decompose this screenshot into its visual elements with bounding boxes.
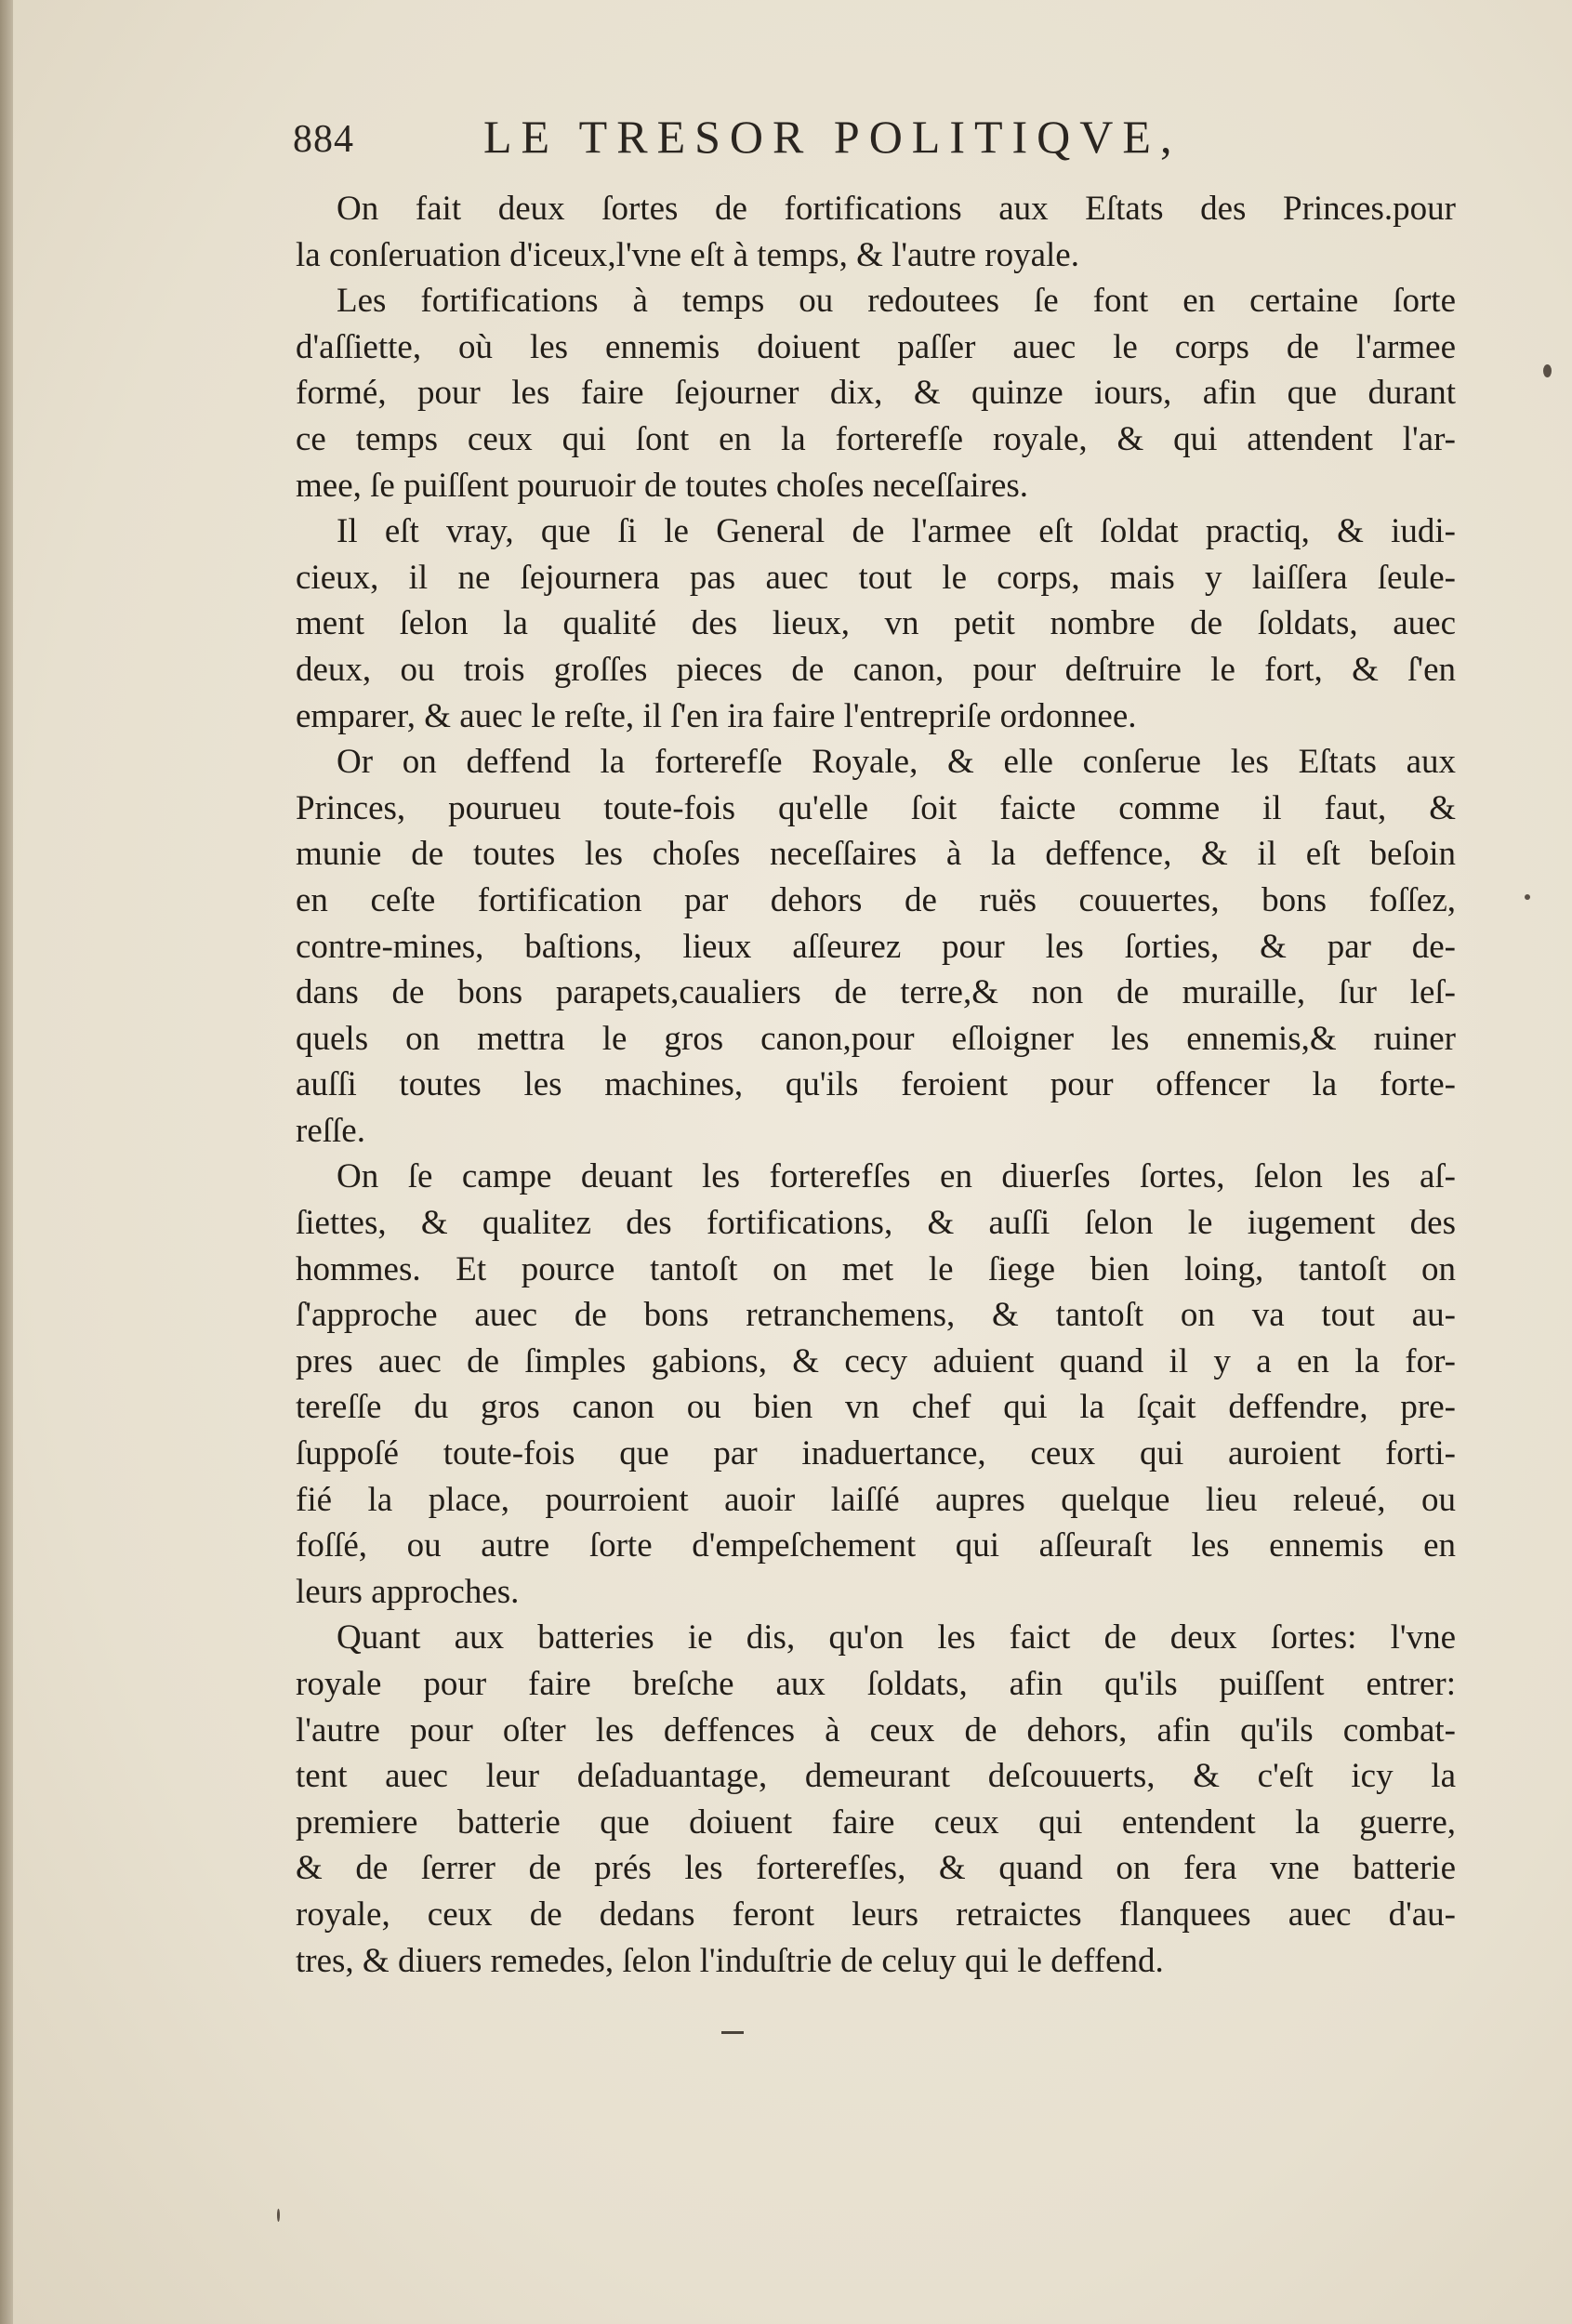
text-line: Les fortifications à temps ou redoutees ſe font en certaine ſorte: [337, 282, 1456, 321]
text-line: ment ſelon la qualité des lieux, vn petit nombre de ſoldats, auec: [296, 604, 1456, 643]
text-line: dans de bons parapets,caualiers de terre,& non de muraille, ſur leſ-: [296, 973, 1456, 1012]
text-line: royale pour faire breſche aux ſoldats, afin qu'ils puiſſent entrer:: [296, 1665, 1456, 1703]
text-line: fié la place, pourroient auoir laiſſé aupres quelque lieu releué, ou: [296, 1480, 1456, 1519]
text-line: Princes, pourueu toute-fois qu'elle ſoit faicte comme il faut, &: [296, 788, 1456, 827]
text-line: quels on mettra le gros canon,pour eſloigner les ennemis,& ruiner: [296, 1019, 1456, 1058]
text-line: royale, ceux de dedans feront leurs retraictes flanquees auec d'au-: [296, 1895, 1456, 1934]
text-line: en ceſte fortification par dehors de ruës couuertes, bons foſſez,: [296, 880, 1456, 919]
page-header: [293, 110, 1297, 175]
body-text: [296, 186, 1456, 1984]
ink-speck: [1525, 894, 1530, 900]
text-line: foſſé, ou autre ſorte d'empeſchement qui aſſeuraſt les ennemis en: [296, 1526, 1456, 1565]
text-line: la conſeruation d'iceux,l'vne eſt à temps, & l'autre royale.: [296, 235, 1079, 274]
text-line: Quant aux batteries ie dis, qu'on les faict de deux ſortes: l'vne: [337, 1618, 1456, 1657]
text-line: ſuppoſé toute-fois que par inaduertance, ceux qui auroient forti-: [296, 1434, 1456, 1473]
ink-speck: [277, 2209, 280, 2222]
text-line: formé, pour les faire ſejourner dix, & quinze iours, afin que durant: [296, 374, 1456, 413]
text-line: d'aſſiette, où les ennemis doiuent paſſer auec le corps de l'armee: [296, 327, 1456, 366]
catchword-mark: [721, 2031, 744, 2034]
text-line: auſſi toutes les machines, qu'ils feroient pour offencer la forte-: [296, 1065, 1456, 1104]
text-line: hommes. Et pource tantoſt on met le ſiege bien loing, tantoſt on: [296, 1249, 1456, 1288]
text-line: reſſe.: [296, 1111, 365, 1150]
running-title: LE TRESOR POLITIQVE,: [483, 111, 1182, 163]
text-line: ſ'approche auec de bons retranchemens, & tantoſt on va tout au-: [296, 1296, 1456, 1335]
text-line: premiere batterie que doiuent faire ceux qui entendent la guerre,: [296, 1802, 1456, 1842]
text-line: Or on deffend la forterefſe Royale, & elle conſerue les Eſtats aux: [337, 743, 1456, 782]
ink-speck: [1543, 364, 1552, 377]
text-line: deux, ou trois groſſes pieces de canon, pour deſtruire le fort, & ſ'en: [296, 650, 1456, 689]
text-line: leurs approches.: [296, 1572, 520, 1611]
text-line: l'autre pour oſter les deffences à ceux de dehors, afin qu'ils combat-: [296, 1710, 1456, 1750]
text-line: Il eſt vray, que ſi le General de l'armee eſt ſoldat practiq, & iudi-: [337, 512, 1456, 551]
text-line: tent auec leur deſaduantage, demeurant deſcouuerts, & c'eſt icy la: [296, 1757, 1456, 1796]
page-number: 884: [293, 118, 354, 161]
text-line: On ſe campe deuant les forterefſes en diuerſes ſortes, ſelon les aſ-: [337, 1157, 1456, 1196]
text-line: & de ſerrer de prés les forterefſes, & quand on fera vne batterie: [296, 1849, 1456, 1888]
text-line: ſiettes, & qualitez des fortifications, & auſſi ſelon le iugement des: [296, 1204, 1456, 1243]
text-line: On fait deux ſortes de fortifications aux Eſtats des Princes.pour: [337, 190, 1456, 228]
text-line: munie de toutes les choſes neceſſaires à la deffence, & il eſt beſoin: [296, 835, 1456, 874]
text-line: tereſſe du gros canon ou bien vn chef qui la ſçait deffendre, pre-: [296, 1388, 1456, 1427]
text-line: ce temps ceux qui ſont en la forterefſe royale, & qui attendent l'ar-: [296, 419, 1456, 458]
text-line: contre-mines, baſtions, lieux aſſeurez pour les ſorties, & par de-: [296, 927, 1456, 966]
text-line: cieux, il ne ſejournera pas auec tout le corps, mais y laiſſera ſeule-: [296, 558, 1456, 597]
text-line: mee, ſe puiſſent pouruoir de toutes choſes neceſſaires.: [296, 466, 1029, 505]
text-line: pres auec de ſimples gabions, & cecy aduient quand il y a en la for-: [296, 1341, 1456, 1380]
text-line: emparer, & auec le reſte, il ſ'en ira faire l'entrepriſe ordonnee.: [296, 696, 1137, 735]
text-line: tres, & diuers remedes, ſelon l'induſtrie de celuy qui le deffend.: [296, 1941, 1164, 1980]
